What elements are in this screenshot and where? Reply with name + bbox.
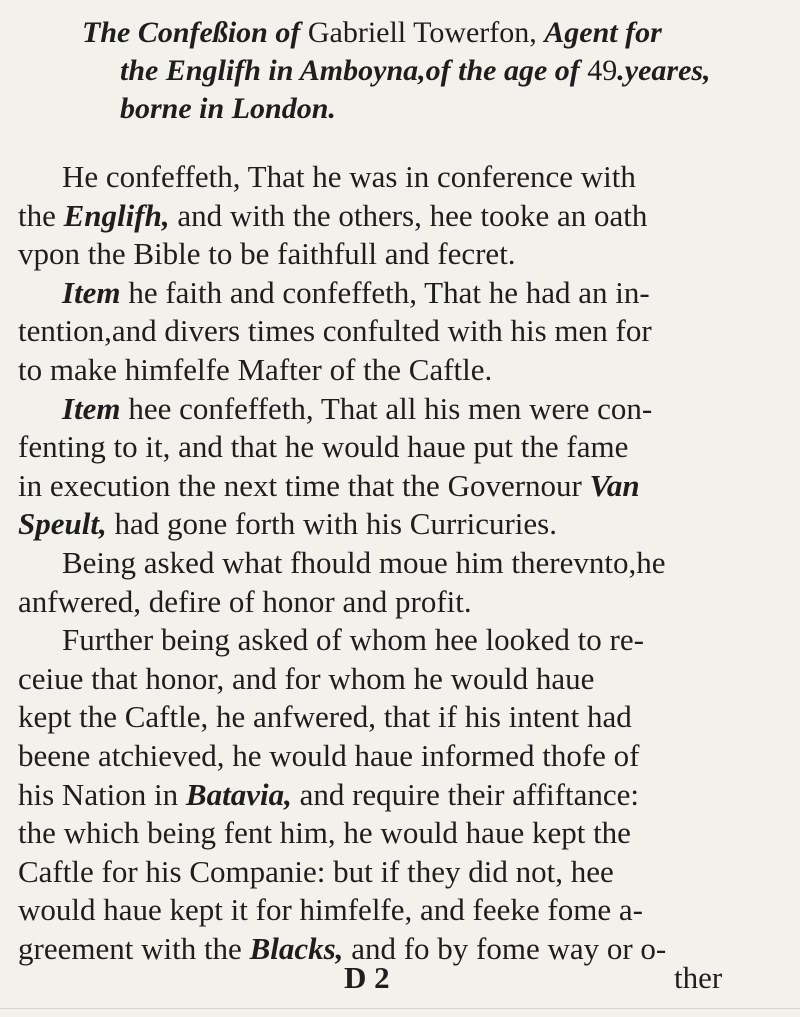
- italic-word: Speult,: [18, 506, 107, 542]
- page-edge-divider: [0, 1008, 800, 1009]
- text-line: vpon the Bible to be faithfull and fecret.: [18, 236, 516, 272]
- confession-body: [18, 158, 788, 968]
- heading-line: [82, 52, 772, 90]
- text-line: kept the Caftle, he anfwered, that if his intent had: [18, 699, 632, 735]
- text-line: would haue kept it for himfelfe, and feeke fome a-: [18, 892, 643, 928]
- text-line: anfwered, defire of honor and profit.: [18, 583, 472, 619]
- text-line: Being asked what fhould moue him therevnto,he: [62, 544, 666, 580]
- text-line: to make himfelfe Mafter of the Caftle.: [18, 351, 493, 387]
- italic-word: Batavia,: [185, 776, 292, 812]
- italic-word: Englifh,: [63, 197, 170, 233]
- heading-italic-text: Agent for: [544, 16, 662, 49]
- heading-italic-text: borne in London.: [120, 92, 336, 125]
- heading-roman-text: 49: [587, 54, 618, 87]
- signature-mark: D 2: [344, 960, 390, 995]
- text-line: Item hee confeffeth, That all his men were con-: [62, 390, 653, 426]
- text-line: Speult, had gone forth with his Curricuries.: [18, 506, 557, 542]
- text-line: his Nation in Batavia, and require their affiftance:: [18, 776, 639, 812]
- item-word: Item: [62, 390, 121, 426]
- heading-roman-text: Gabriell Towerfon,: [307, 16, 545, 49]
- italic-word: Blacks,: [249, 930, 344, 966]
- text-line: beene atchieved, he would haue informed thofe of: [18, 737, 640, 773]
- text-line: greement with the Blacks, and fo by fome way or o-: [18, 930, 667, 966]
- text-line: ceiue that honor, and for whom he would haue: [18, 660, 595, 696]
- italic-word: Van: [589, 467, 640, 503]
- catchword: ther: [674, 960, 723, 995]
- heading-line: [82, 90, 772, 128]
- text-line: He confeffeth, That he was in conference with: [62, 159, 636, 194]
- text-line: tention,and divers times confulted with his men for: [18, 313, 652, 349]
- heading-italic-text: The Confeßion of: [82, 16, 308, 49]
- text-line: in execution the next time that the Governour Van: [18, 467, 640, 503]
- heading-line: [82, 14, 772, 52]
- heading-italic-text: .yeares,: [617, 54, 711, 87]
- heading-italic-text: the Englifh in Amboyna,of the age of: [120, 54, 588, 87]
- confession-heading: [82, 14, 772, 128]
- text-line: the which being fent him, he would haue kept the: [18, 815, 631, 851]
- page-footer: [0, 960, 800, 1000]
- text-line: the Englifh, and with the others, hee tooke an oath: [18, 197, 648, 233]
- text-line: Item he faith and confeffeth, That he had an in-: [62, 274, 650, 310]
- text-line: fenting to it, and that he would haue put the fame: [18, 429, 629, 465]
- item-word: Item: [62, 274, 121, 310]
- text-line: Further being asked of whom hee looked to re-: [62, 622, 644, 658]
- text-line: Caftle for his Companie: but if they did not, hee: [18, 853, 614, 889]
